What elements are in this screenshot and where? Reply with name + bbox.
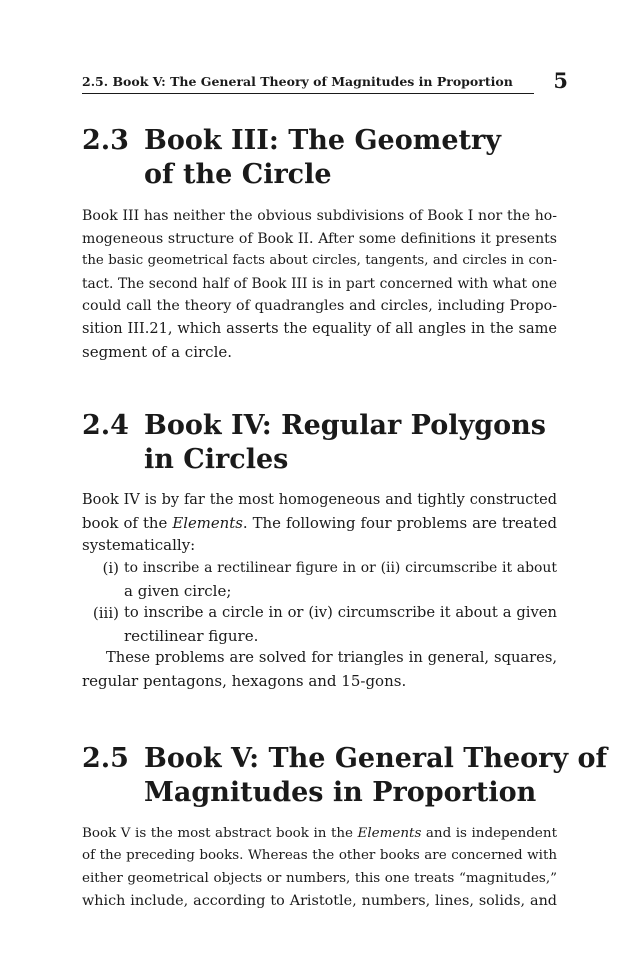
text-line: could call the theory of quadrangles and circles, including Propo- bbox=[82, 298, 557, 315]
text-line: either geometrical objects or numbers, this one treats “magnitudes,” bbox=[82, 870, 557, 887]
list-item-label: (i) bbox=[102, 559, 119, 577]
list-item-label: (iii) bbox=[92, 604, 119, 623]
section-number: 2.3 bbox=[82, 125, 129, 156]
text-line: tact. The second half of Book III is in part concerned with what one bbox=[82, 275, 557, 292]
page-number: 5 bbox=[553, 68, 568, 93]
section-title bbox=[144, 742, 608, 810]
text-line: segment of a circle. bbox=[82, 342, 233, 361]
text-line: rectilinear figure. bbox=[124, 626, 259, 645]
text-line: Book III has neither the obvious subdivisions of Book I nor the ho- bbox=[82, 208, 557, 224]
list-item bbox=[82, 602, 557, 647]
section-title-line: Book IV: Regular Polygons bbox=[144, 410, 546, 441]
section-number: 2.5 bbox=[82, 743, 129, 774]
text-line: regular pentagons, hexagons and 15-gons. bbox=[82, 671, 407, 690]
paragraph-2-4-after bbox=[82, 647, 557, 692]
text-line: of the preceding books. Whereas the other books are concerned with bbox=[82, 847, 557, 863]
text-line: book of the Elements. The following four problems are treated bbox=[82, 513, 557, 532]
text-line: to inscribe a circle in or (iv) circumscribe it about a given bbox=[124, 604, 557, 622]
text-line: sition III.21, which asserts the equality of all angles in the same bbox=[82, 320, 557, 337]
text-line: mogeneous structure of Book II. After some definitions it presents bbox=[82, 230, 557, 247]
list-item bbox=[82, 557, 557, 602]
text-line: Book V is the most abstract book in the Elements and is independent bbox=[82, 825, 557, 841]
text-line: to inscribe a rectilinear figure in or (ii) circumscribe it about bbox=[124, 560, 557, 576]
paragraph-2-3 bbox=[82, 205, 557, 363]
section-number: 2.4 bbox=[82, 410, 129, 441]
problem-list bbox=[82, 557, 557, 647]
section-title bbox=[144, 409, 574, 477]
header-rule bbox=[82, 93, 534, 94]
running-header bbox=[82, 68, 568, 96]
section-title bbox=[144, 124, 574, 192]
text-line: the basic geometrical facts about circles, tangents, and circles in con- bbox=[82, 253, 557, 269]
section-title-line: Magnitudes in Proportion bbox=[144, 777, 537, 808]
section-title-line: in Circles bbox=[144, 444, 289, 475]
text-line: which include, according to Aristotle, numbers, lines, solids, and bbox=[82, 892, 557, 909]
text-line: These problems are solved for triangles in general, squares, bbox=[106, 649, 557, 666]
text-line: systematically: bbox=[82, 536, 196, 555]
text-line: Book IV is by far the most homogeneous and tightly constructed bbox=[82, 492, 557, 508]
text-line: a given circle; bbox=[124, 581, 232, 600]
paragraph-2-4 bbox=[82, 489, 557, 557]
section-title-line: Book III: The Geometry bbox=[144, 125, 501, 156]
section-title-line: Book V: The General Theory of bbox=[144, 743, 608, 774]
paragraph-2-5 bbox=[82, 822, 557, 912]
section-title-line: of the Circle bbox=[144, 159, 332, 190]
running-title: 2.5. Book V: The General Theory of Magnitudes in Proportion bbox=[82, 74, 513, 89]
